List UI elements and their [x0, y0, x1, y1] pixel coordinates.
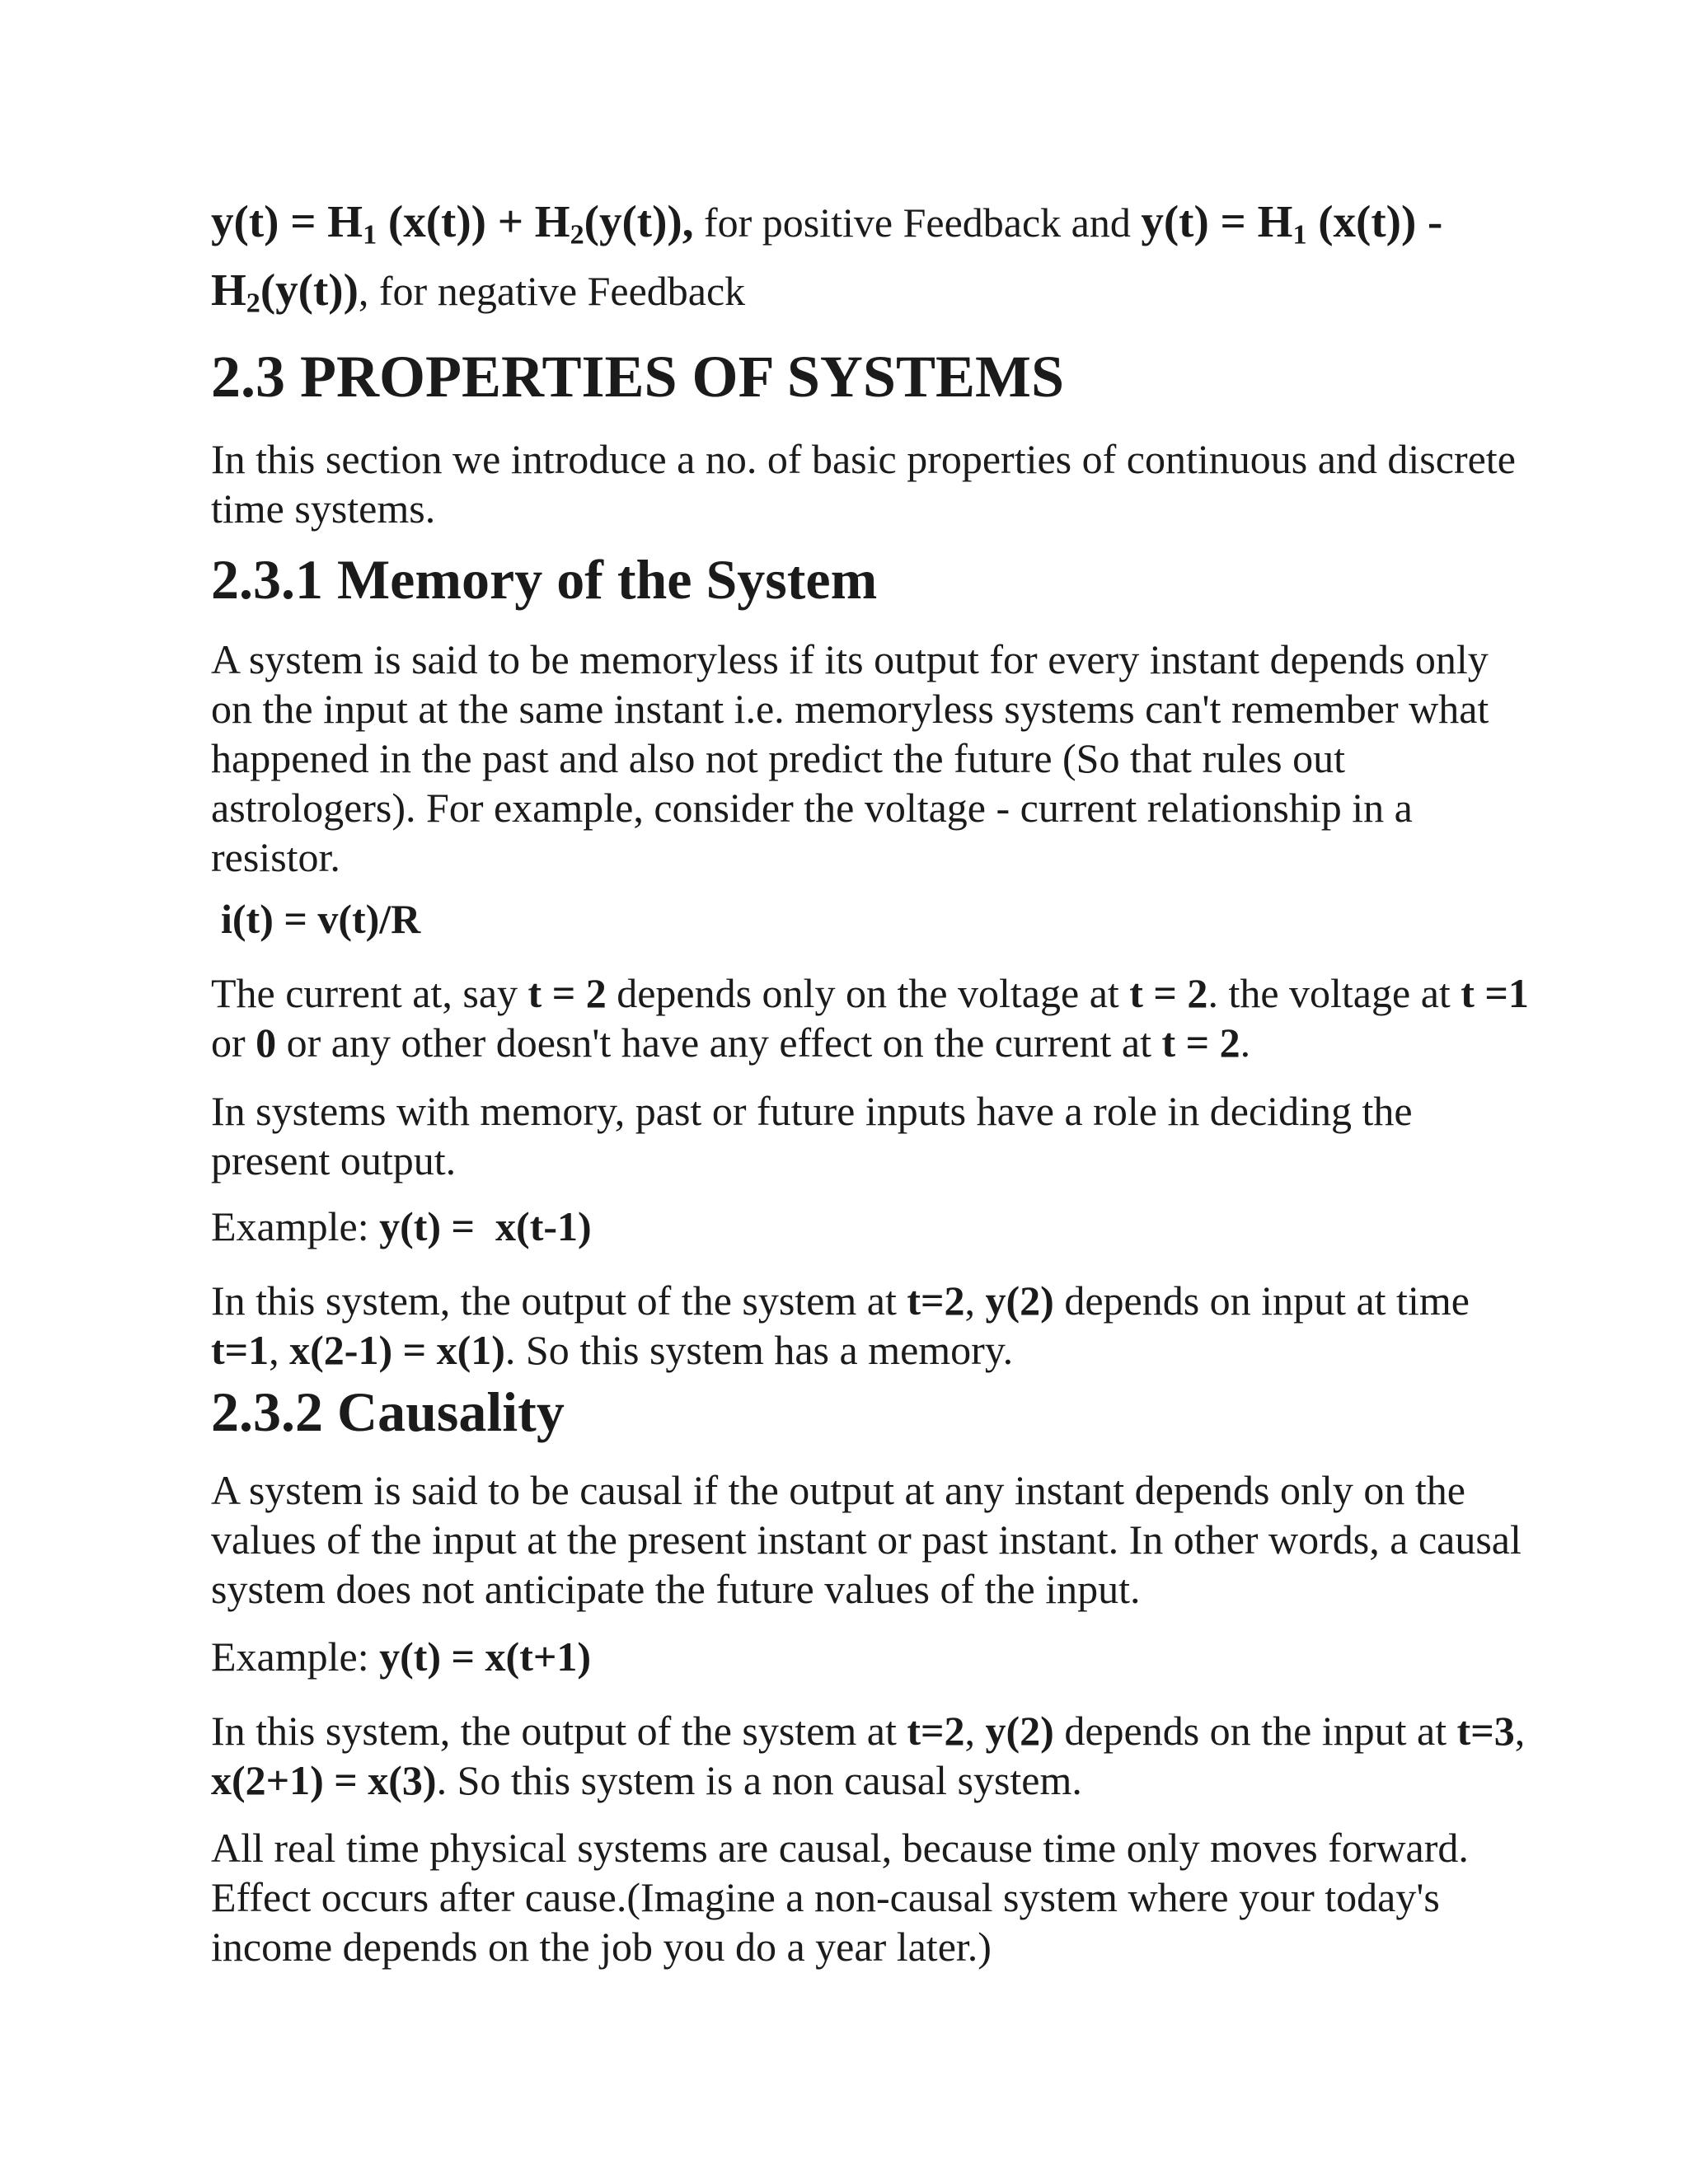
negative-feedback-eq: $y(t) = H_1$ (x(t)) - $H_2(y(t))$: [211, 196, 1443, 319]
memory-systems-paragraph: In systems with memory, past or future inputs have a role in deciding the present output.: [211, 1088, 1413, 1183]
section-heading: 2.3 PROPERTIES OF SYSTEMS: [211, 344, 1064, 410]
memory-paragraph: A system is said to be memoryless if its output for every instant depends only on the input at the same instant i.e. memoryless systems can't remember what happened in the past and also not predict the future (So that rules out astrologers). For example, consider the voltage - current relationship in a resistor.: [211, 636, 1489, 880]
memory-example-explanation: In this system, the output of the system at t=2, y(2) depends on input at time t=1, x(2-1) = x(1). So this system has a memory.: [211, 1277, 1470, 1373]
feedback-equations: [211, 188, 1530, 325]
memory-current-paragraph: The current at, say t = 2 depends only on the voltage at t = 2. the voltage at t =1 or 0 or any other doesn't have any effect on the current at t = 2.: [211, 970, 1529, 1066]
causality-example-explanation: In this system, the output of the system at t=2, y(2) depends on the input at t=3, x(2+1) = x(3). So this system is a non causal system.: [211, 1708, 1526, 1803]
causality-paragraph: A system is said to be causal if the output at any instant depends only on the values of the input at the present instant or past instant. In other words, a causal system does not anticipate the future values of the input.: [211, 1467, 1522, 1612]
positive-feedback-label: for positive Feedback and: [693, 199, 1142, 246]
memory-example: Example: y(t) = x(t-1): [211, 1203, 592, 1249]
causality-example: Example: y(t) = x(t+1): [211, 1633, 591, 1680]
causality-heading: 2.3.2 Causality: [211, 1380, 565, 1443]
negative-feedback-label: , for negative Feedback: [358, 268, 746, 314]
causality-real-systems-paragraph: All real time physical systems are causal, because time only moves forward. Effect occurs after cause.(Imagine a non-causal system where your today's income depends on the job you do a year later.): [211, 1825, 1469, 1970]
memory-heading: 2.3.1 Memory of the System: [211, 548, 878, 611]
memory-formula: i(t) = v(t)/R: [221, 896, 421, 942]
positive-feedback-eq: $y(t) = H_1$ $(x(t)) + H_2(y(t))$,: [211, 196, 694, 251]
section-intro: In this section we introduce a no. of basic properties of continuous and discrete time systems.: [211, 436, 1516, 532]
